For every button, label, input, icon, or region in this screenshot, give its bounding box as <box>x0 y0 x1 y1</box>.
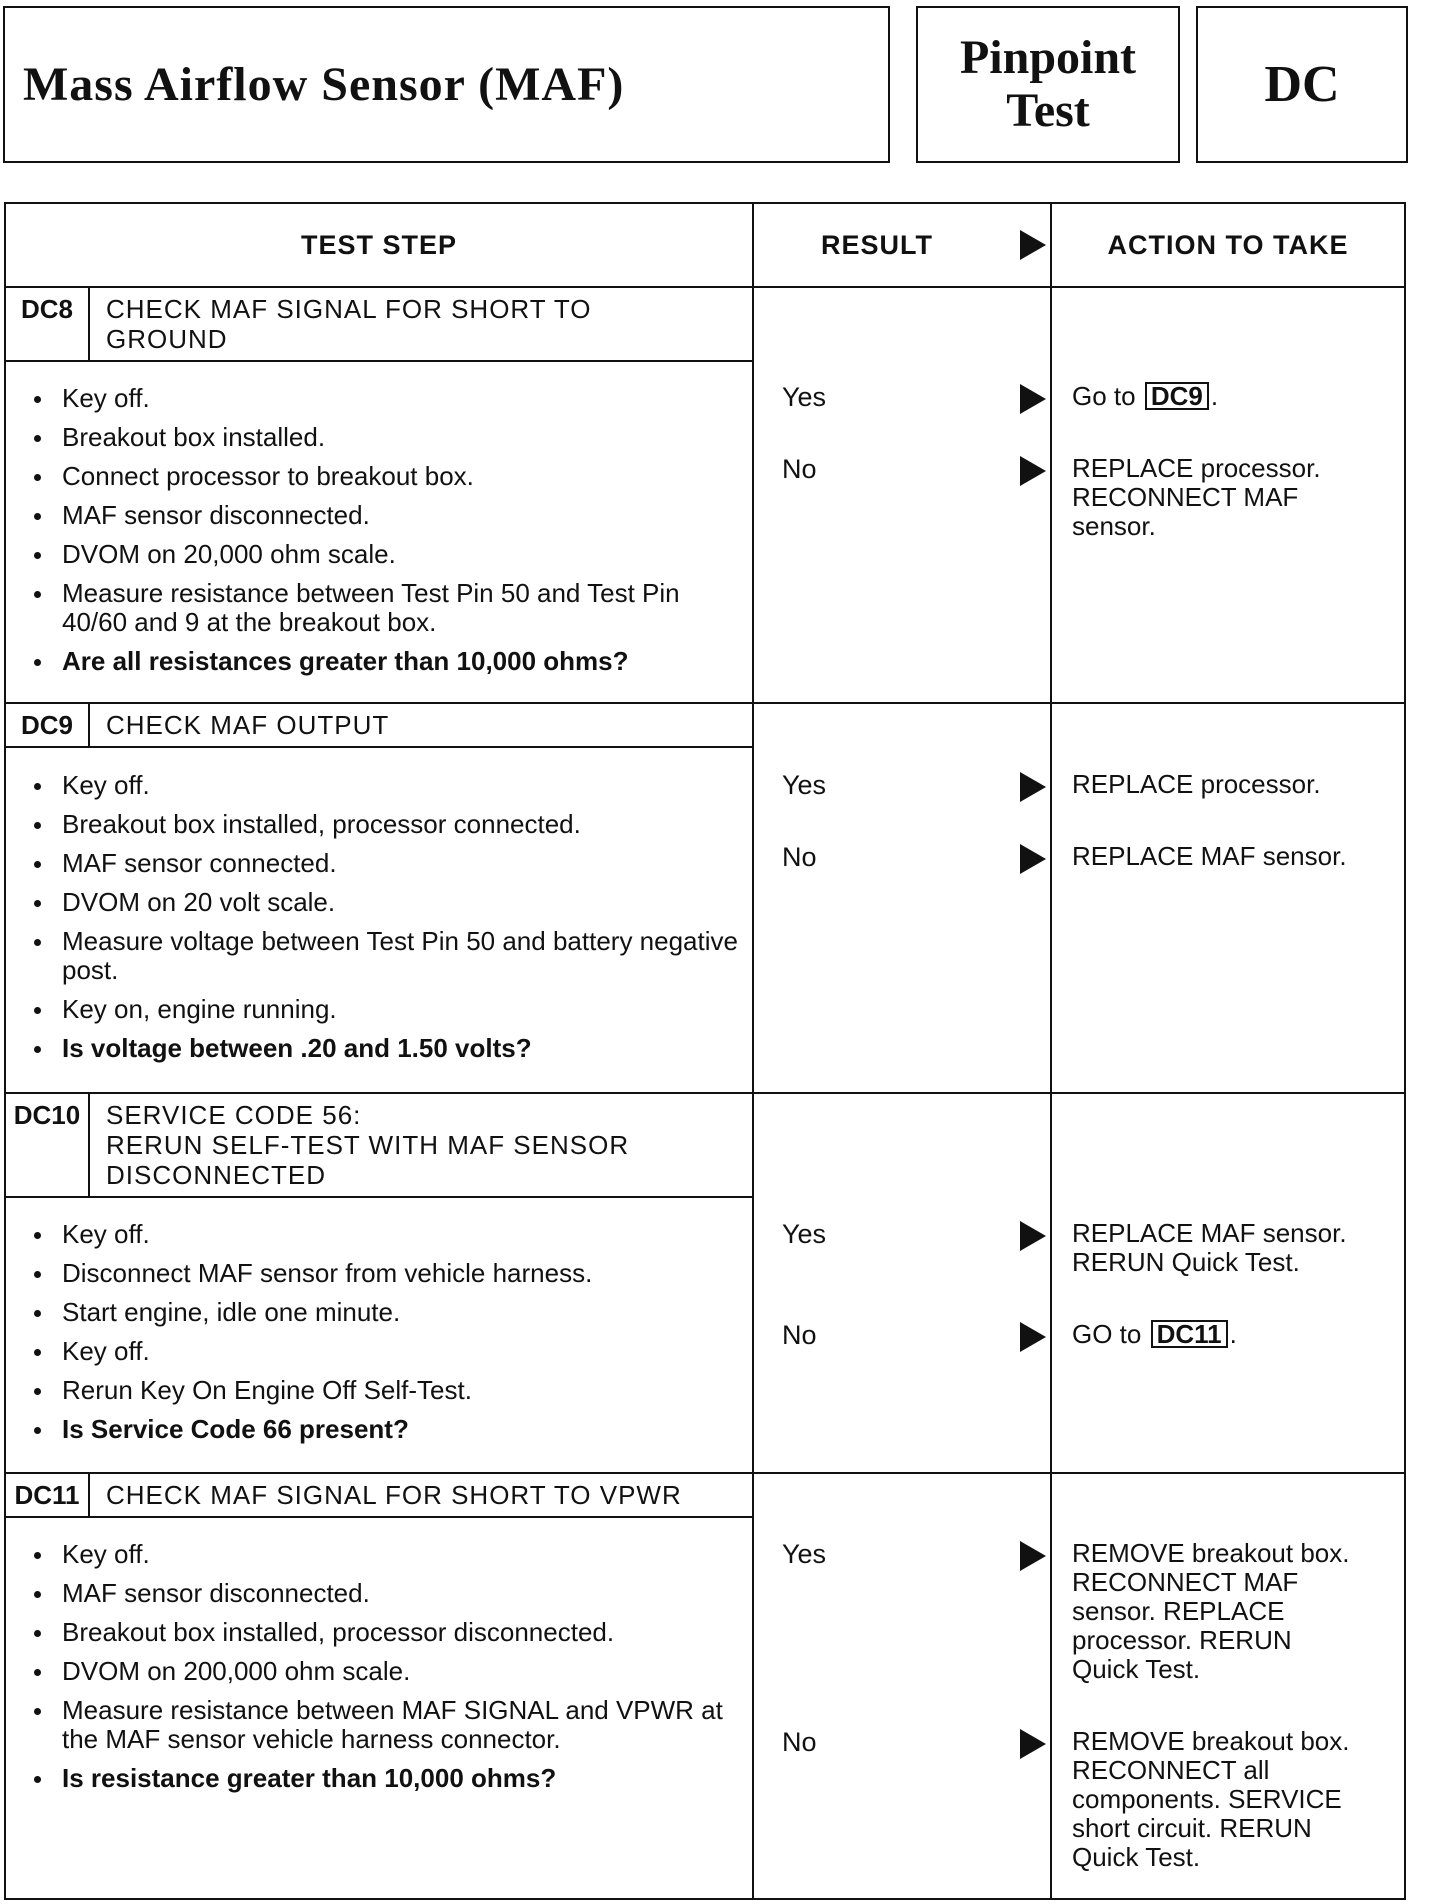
column-divider-step <box>752 204 754 1898</box>
result-yes: Yes <box>782 382 827 412</box>
result-arrow-icon <box>1020 1541 1046 1571</box>
step-question: Are all resistances greater than 10,000 ohms? <box>28 647 738 676</box>
title-box <box>3 6 890 163</box>
action-yes: Go to DC9 . <box>1072 381 1219 411</box>
result-arrow-icon <box>1020 772 1046 802</box>
result-no: No <box>782 1727 817 1757</box>
instruction: MAF sensor connected. <box>28 849 738 878</box>
instruction: Key off. <box>28 771 738 800</box>
result-arrow-icon <box>1020 230 1046 260</box>
page-title: Mass Airflow Sensor (MAF) <box>23 58 625 111</box>
instruction: Breakout box installed, processor disconnected. <box>28 1618 738 1647</box>
action-yes: REMOVE breakout box. RECONNECT MAF sensor. REPLACE processor. RERUN Quick Test. <box>1072 1538 1350 1684</box>
step-title: CHECK MAF SIGNAL FOR SHORT TO VPWR <box>106 1480 682 1510</box>
instruction: Start engine, idle one minute. <box>28 1298 738 1327</box>
column-header-action: ACTION TO TAKE <box>1107 229 1349 260</box>
action-no: GO to DC11 . <box>1072 1319 1237 1349</box>
result-no: No <box>782 842 817 872</box>
instruction: Measure voltage between Test Pin 50 and battery negative post. <box>28 927 738 985</box>
instruction: DVOM on 20,000 ohm scale. <box>28 540 738 569</box>
step-instructions <box>28 1540 738 1803</box>
instruction: MAF sensor disconnected. <box>28 501 738 530</box>
step-id: DC8 <box>6 288 90 360</box>
step-id: DC9 <box>6 704 90 746</box>
action-no: REPLACE MAF sensor. <box>1072 841 1347 871</box>
result-no: No <box>782 454 817 484</box>
step-reference: DC11 <box>1151 1320 1228 1348</box>
step-question: Is resistance greater than 10,000 ohms? <box>28 1764 738 1793</box>
step-divider <box>6 1472 1404 1474</box>
pinpoint-test-box <box>916 6 1180 163</box>
result-arrow-icon <box>1020 1221 1046 1251</box>
instruction: MAF sensor disconnected. <box>28 1579 738 1608</box>
instruction: Breakout box installed. <box>28 423 738 452</box>
step-id: DC10 <box>6 1094 90 1196</box>
step-title-divider <box>6 360 752 362</box>
pinpoint-test-label: Pinpoint Test <box>959 30 1137 137</box>
instruction: DVOM on 200,000 ohm scale. <box>28 1657 738 1686</box>
step-question: Is Service Code 66 present? <box>28 1415 738 1444</box>
instruction: Measure resistance between MAF SIGNAL and VPWR at the MAF sensor vehicle harness connector. <box>28 1696 738 1754</box>
action-no: REPLACE processor. RECONNECT MAF sensor. <box>1072 453 1321 541</box>
step-title: CHECK MAF SIGNAL FOR SHORT TO GROUND <box>106 294 592 354</box>
result-no: No <box>782 1320 817 1350</box>
instruction: Connect processor to breakout box. <box>28 462 738 491</box>
step-question: Is voltage between .20 and 1.50 volts? <box>28 1034 738 1063</box>
instruction: Key off. <box>28 1220 738 1249</box>
test-code-box <box>1196 6 1408 163</box>
result-yes: Yes <box>782 1219 827 1249</box>
instruction: Key off. <box>28 1540 738 1569</box>
column-header-result: RESULT <box>754 204 1050 286</box>
result-arrow-icon <box>1020 1729 1046 1759</box>
result-yes: Yes <box>782 1539 827 1569</box>
result-yes: Yes <box>782 770 827 800</box>
step-title: SERVICE CODE 56: RERUN SELF-TEST WITH MAF SENSOR DISCONNECTED <box>106 1100 630 1190</box>
step-title-divider <box>6 746 752 748</box>
step-reference: DC9 <box>1145 382 1209 410</box>
pinpoint-table <box>4 202 1406 1900</box>
column-header-test-step: TEST STEP <box>300 229 458 260</box>
step-title-divider <box>6 1196 752 1198</box>
instruction: DVOM on 20 volt scale. <box>28 888 738 917</box>
step-instructions <box>28 384 738 686</box>
step-title-divider <box>6 1516 752 1518</box>
step-id: DC11 <box>6 1474 90 1516</box>
action-no: REMOVE breakout box. RECONNECT all components. SERVICE short circuit. RERUN Quick Test. <box>1072 1726 1350 1872</box>
instruction: Disconnect MAF sensor from vehicle harness. <box>28 1259 738 1288</box>
test-code: DC <box>1264 56 1340 113</box>
instruction: Measure resistance between Test Pin 50 and Test Pin 40/60 and 9 at the breakout box. <box>28 579 738 637</box>
instruction: Rerun Key On Engine Off Self-Test. <box>28 1376 738 1405</box>
step-divider <box>6 1092 1404 1094</box>
step-instructions <box>28 1220 738 1454</box>
step-divider <box>6 702 1404 704</box>
header-divider <box>6 286 1404 288</box>
step-instructions <box>28 771 738 1073</box>
instruction: Breakout box installed, processor connected. <box>28 810 738 839</box>
result-arrow-icon <box>1020 456 1046 486</box>
instruction: Key off. <box>28 1337 738 1366</box>
instruction: Key on, engine running. <box>28 995 738 1024</box>
result-arrow-icon <box>1020 844 1046 874</box>
result-arrow-icon <box>1020 384 1046 414</box>
result-arrow-icon <box>1020 1322 1046 1352</box>
instruction: Key off. <box>28 384 738 413</box>
action-yes: REPLACE MAF sensor. RERUN Quick Test. <box>1072 1218 1347 1277</box>
action-yes: REPLACE processor. <box>1072 769 1321 799</box>
column-divider-result <box>1050 204 1052 1898</box>
step-title: CHECK MAF OUTPUT <box>106 710 390 740</box>
